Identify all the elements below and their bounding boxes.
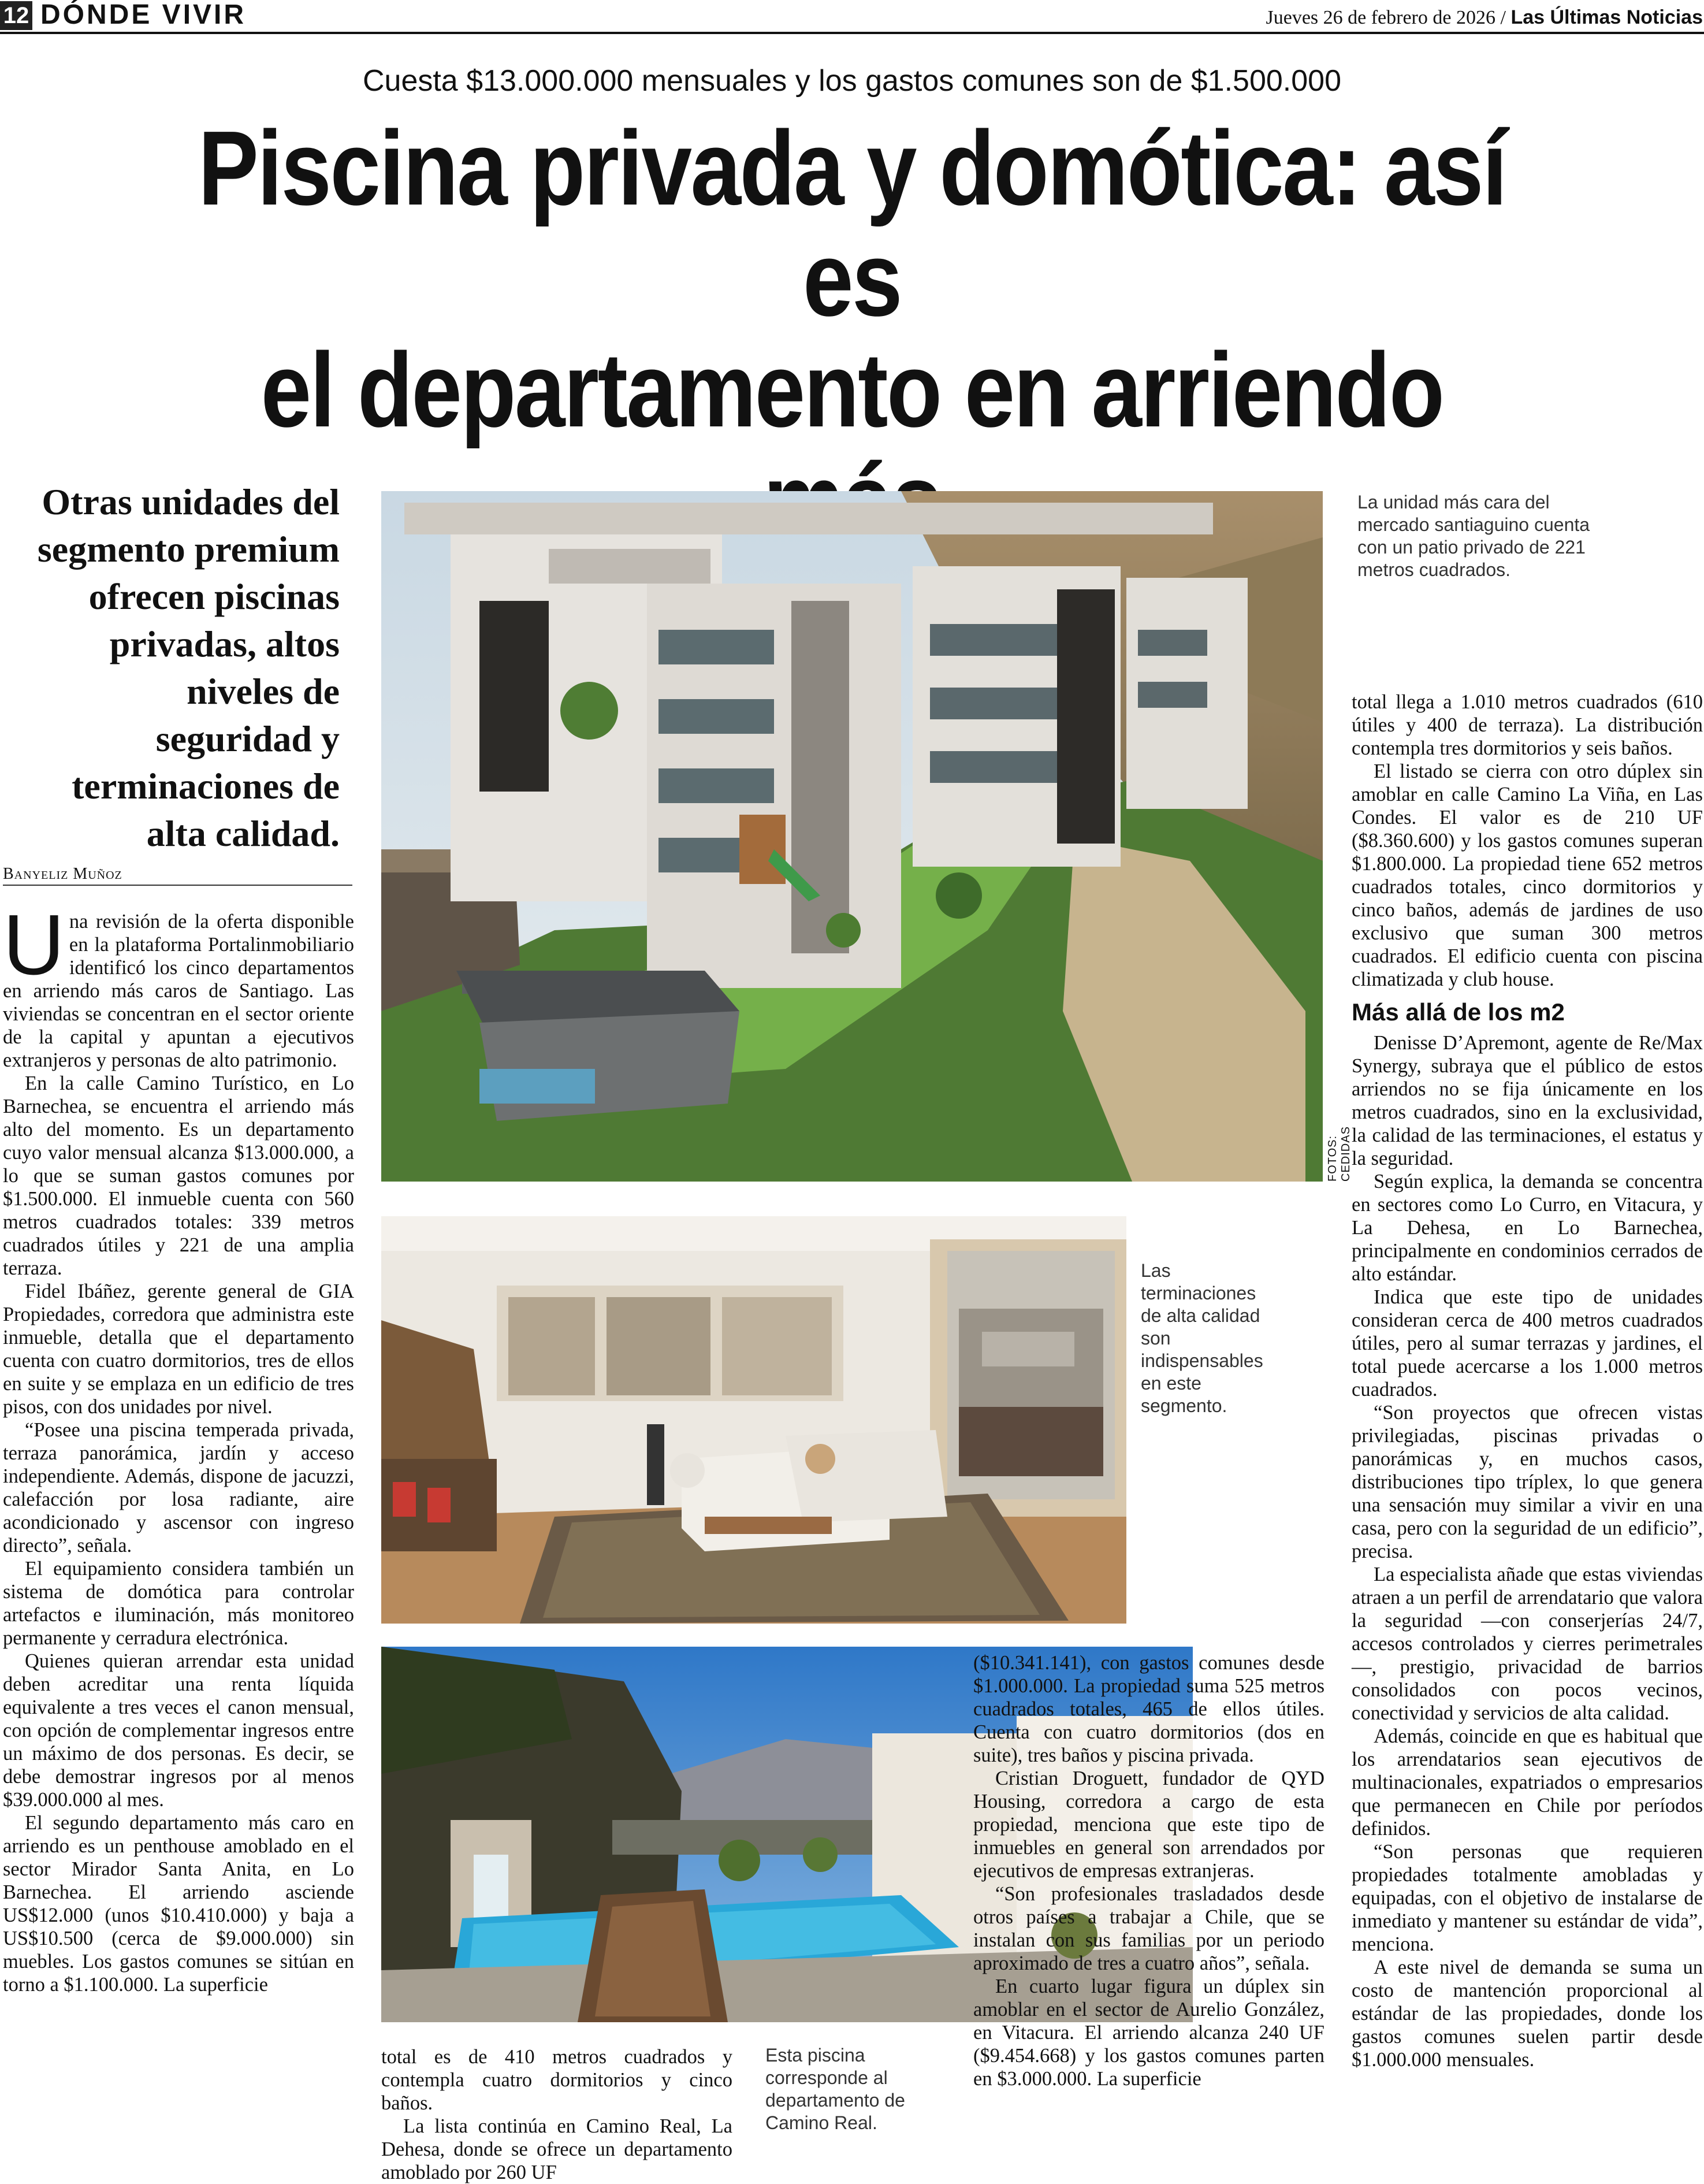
paragraph: La especialista añade que estas viviendas atraen a un perfil de arrendatario que valora la seguridad —con conserjerías 24/7, accesos controlados y cierres perimetrales—, prestigio, privacidad de barrios consolidados con pocos vecinos, conectividad y servicios de alta calidad. xyxy=(1352,1563,1703,1724)
column-1 xyxy=(3,897,354,1996)
paragraph: “Son personas que requieren propiedades totalmente amobladas y equipadas, con el objetivo de instalarse de inmediato y mantener su estándar de vida”, menciona. xyxy=(1352,1841,1703,1955)
dateline-separator: / xyxy=(1500,7,1506,28)
caption-building: La unidad más cara del mercado santiaguino cuenta con un patio privado de 221 metros cuadrados. xyxy=(1357,492,1590,580)
caption-pool: Esta piscina corresponde al departamento de Camino Real. xyxy=(765,2045,905,2133)
caption-living-room: Las terminaciones de alta calidad son indispensables en este segmento. xyxy=(1141,1260,1263,1416)
subhead: Más allá de los m2 xyxy=(1352,998,1565,1026)
paragraph: El segundo departamento más caro en arriendo es un penthouse amoblado en el sector Mirador Santa Anita, en Lo Barnechea. El arriendo asciende US$12.000 (unos $10.410.000) y baja a US$10.500 (cerca de $9.000.000) sin muebles. Los gastos comunes se sitúan en torno a $1.100.000. La superficie xyxy=(3,1812,354,1996)
dateline xyxy=(1266,5,1703,31)
paragraph: ($10.341.141), con gastos comunes desde $1.000.000. La propiedad suma 525 metros cuadrados totales, 465 de ellos útiles. Cuenta con cuatro dormitorios (dos en suite), tres baños y piscina privada. xyxy=(973,1652,1324,1766)
paragraph: Quienes quieran arrendar esta unidad deben acreditar una renta líquida equivalente a tres veces el canon mensual, con opción de complementar ingresos entre un máximo de dos personas. Es decir, se debe demostrar ingresos por al menos $39.000.000 al mes. xyxy=(3,1650,354,1811)
paragraph: total llega a 1.010 metros cuadrados (610 útiles y 400 de terraza). La distribución contempla tres dormitorios y seis baños. xyxy=(1352,691,1703,759)
kicker: Cuesta $13.000.000 mensuales y los gastos comunes son de $1.500.000 xyxy=(362,64,1342,98)
paragraph: “Son profesionales trasladados desde otros países a trabajar a Chile, que se instalan con sus familias por un periodo aproximado de tres a cuatro años”, señala. xyxy=(973,1883,1324,1974)
paragraph: Fidel Ibáñez, gerente general de GIA Propiedades, corredora que administra este inmueble, detalla que el departamento cuenta con cuatro dormitorios, tres de ellos en suite y se emplaza en un edificio de tres pisos, con dos unidades por nivel. xyxy=(3,1280,354,1418)
paragraph: total es de 410 metros cuadrados y contempla cuatro dormitorios y cinco baños. xyxy=(381,2046,732,2114)
column-3 xyxy=(973,1651,1324,2090)
paragraph: En la calle Camino Turístico, en Lo Barnechea, se encuentra el arriendo más alto del momento. Es un departamento cuyo valor mensual alcanza $13.000.000, a lo que se suman gastos comunes por $1.500.000. El inmueble cuenta con 560 metros cuadrados totales: 339 metros cuadrados útiles y 221 de una amplia terraza. xyxy=(3,1072,354,1279)
paragraph: Según explica, la demanda se concentra en sectores como Lo Curro, en Vitacura, y La Dehesa, en Lo Barnechea, principalmente en condominios cerrados de alto estándar. xyxy=(1352,1171,1703,1285)
dropcap: U xyxy=(3,897,65,993)
building-photo-image xyxy=(381,491,1323,1182)
paragraph: “Son proyectos que ofrecen vistas privilegiadas, piscinas privadas o panorámicas y, en muchos casos, distribuciones tipo tríplex, lo que genera una sensación muy similar a vivir en una casa, pero con la seguridad de un edificio”, precisa. xyxy=(1352,1402,1703,1562)
column-2 xyxy=(381,2045,732,2184)
page-number: 12 xyxy=(0,1,32,30)
issue-date: Jueves 26 de febrero de 2026 xyxy=(1266,7,1495,28)
headline-line: el departamento en arriendo xyxy=(261,330,1443,449)
photo-credit: FOTOS: CEDIDAS xyxy=(1326,1126,1352,1182)
paragraph: Indica que este tipo de unidades consideran cerca de 400 metros cuadrados útiles, pero al sumar terrazas y jardines, el total puede acercarse a los 1.000 metros cuadrados. xyxy=(1352,1286,1703,1401)
paragraph: Cristian Droguett, fundador de QYD Housing, corredora a cargo de esta propiedad, menciona que este tipo de inmuebles en general son arrendados por ejecutivos de empresas extranjeras. xyxy=(973,1767,1324,1882)
paragraph xyxy=(3,897,354,1072)
paragraph-text: na revisión de la oferta disponible en la plataforma Portalinmobiliario identificó los cinco departamentos en arriendo más caros de Santiago. Las viviendas se concentran en el sector oriente de la capital y apuntan a ejecutivos extranjeros y personas de alto patrimonio. xyxy=(3,911,354,1071)
section-title: DÓNDE VIVIR xyxy=(40,0,247,30)
living-room-photo-image xyxy=(381,1216,1126,1624)
paragraph: La lista continúa en Camino Real, La Dehesa, donde se ofrece un departamento amoblado por 260 UF xyxy=(381,2115,732,2183)
paragraph: Denisse D’Apremont, agente de Re/Max Synergy, subraya que el público de estos arriendos no se fija únicamente en los metros cuadrados, sino en la exclusividad, la calidad de las terminaciones, el estatus y la seguridad. xyxy=(1352,1032,1703,1169)
paragraph: Además, coincide en que es habitual que los arrendatarios sean ejecutivos de multinacionales, expatriados o empresarios que permanecen en Chile por períodos definidos. xyxy=(1352,1725,1703,1840)
building-photo xyxy=(381,491,1323,1182)
paragraph: “Posee una piscina temperada privada, terraza panorámica, jardín y acceso independiente. Además, dispone de jacuzzi, calefacción por losa radiante, aire acondicionado y ascensor con ingreso directo”, señala. xyxy=(3,1419,354,1557)
header-rule xyxy=(0,32,1704,34)
deck: Otras unidades del segmento premium ofrecen piscinas privadas, altos niveles de seguridad y terminaciones de alta calidad. xyxy=(37,481,340,854)
living-room-photo xyxy=(381,1216,1126,1624)
paragraph: El equipamiento considera también un sistema de domótica para controlar artefactos e iluminación, más monitoreo permanente y cerradura electrónica. xyxy=(3,1558,354,1649)
headline-line: Piscina privada y domótica: así es xyxy=(198,109,1506,338)
publication-name: Las Últimas Noticias xyxy=(1510,6,1703,28)
column-4 xyxy=(1352,690,1703,2071)
paragraph: En cuarto lugar figura un dúplex sin amoblar en el sector de Aurelio González, en Vitacura. El arriendo alcanza 240 UF ($9.454.668) y los gastos comunes parten en $3.000.000. La superficie xyxy=(973,1975,1324,2090)
byline: Banyeliz Muñoz xyxy=(3,865,352,886)
paragraph: El listado se cierra con otro dúplex sin amoblar en calle Camino La Viña, en Las Condes. El valor es de 210 UF ($8.360.600) y los gastos comunes superan $1.800.000. La propiedad tiene 652 metros cuadrados totales, cinco dormitorios y cinco baños, además de jardines de uso exclusivo que suman 300 metros cuadrados. El edificio cuenta con piscina climatizada y club house. xyxy=(1352,760,1703,990)
paragraph: A este nivel de demanda se suma un costo de mantención proporcional al estándar de las propiedades, donde los gastos comunes suelen partir desde $1.000.000 mensuales. xyxy=(1352,1956,1703,2071)
